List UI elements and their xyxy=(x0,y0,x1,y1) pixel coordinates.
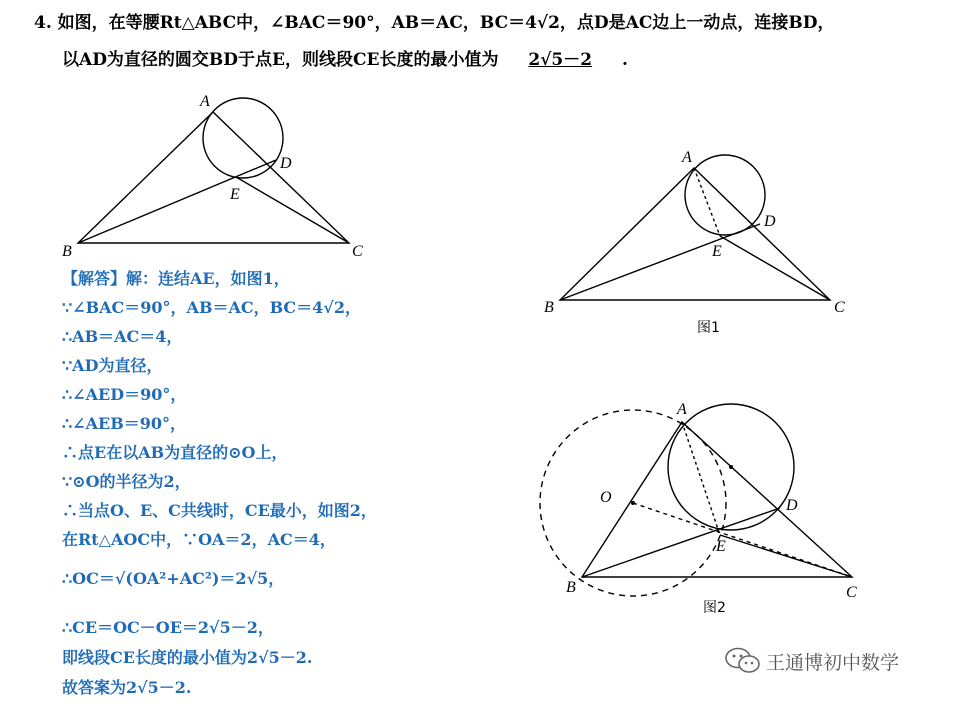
solution-line: ∴点E在以AB为直径的⊙O上， xyxy=(62,443,288,462)
question-line-2-text: 以AD为直径的圆交BD于点E，则线段CE长度的最小值为 xyxy=(62,50,499,70)
solution-line: ∵∠BAC＝90°，AB＝AC，BC＝4√2， xyxy=(62,298,361,317)
segment-bd-fig1 xyxy=(560,224,760,300)
segment-ce-fig1 xyxy=(720,236,830,300)
solution-line: ∴∠AED＝90°， xyxy=(62,385,187,404)
watermark-text: 王通博初中数学 xyxy=(766,651,900,674)
label-a-fig1: A xyxy=(682,149,692,166)
triangle-abc-top xyxy=(78,112,349,243)
question-line-1: 4. 如图，在等腰Rt△ABC中，∠BAC＝90°，AB＝AC，BC＝4√2，点D是AC边上一动点，连接BD， xyxy=(34,13,835,33)
solution-line: 在Rt△AOC中，∵OA＝2，AC＝4， xyxy=(62,530,336,549)
segment-bd-top xyxy=(78,160,276,243)
segment-ce-top xyxy=(236,177,349,243)
label-a-top: A xyxy=(200,93,210,110)
point-center-ad xyxy=(729,465,733,469)
label-e-fig2: E xyxy=(716,538,726,555)
watermark xyxy=(724,646,899,676)
label-d-top: D xyxy=(280,155,292,172)
figure-top xyxy=(78,98,349,243)
solution-line: 故答案为2√5－2. xyxy=(62,678,192,697)
solution-line: ∴CE＝OC－OE＝2√5－2， xyxy=(62,618,274,637)
figure-1 xyxy=(560,155,830,300)
solution-line: ∵⊙O的半径为2， xyxy=(62,472,191,491)
label-e-fig1: E xyxy=(712,243,722,260)
answer-blank: 2√5－2 xyxy=(528,50,593,70)
label-a-fig2: A xyxy=(677,401,687,418)
circle-ad-fig1 xyxy=(685,155,765,235)
label-o-fig2: O xyxy=(600,489,612,506)
caption-fig1: 图1 xyxy=(697,320,720,336)
segment-ec-fig2 xyxy=(720,535,852,577)
solution-line: 【解答】解：连结AE，如图1， xyxy=(62,269,290,288)
solution-line: 即线段CE长度的最小值为2√5－2. xyxy=(62,648,313,667)
triangle-abc-fig1 xyxy=(560,168,830,300)
label-c-top: C xyxy=(352,243,363,260)
point-o xyxy=(631,501,635,505)
solution-line: ∴OC＝√(OA²+AC²)＝2√5， xyxy=(62,569,285,588)
label-c-fig1: C xyxy=(834,299,845,316)
circle-ad-top xyxy=(203,98,283,178)
segment-ae-dotted-fig1 xyxy=(694,168,720,236)
solution-line: ∴∠AEB＝90°， xyxy=(62,414,186,433)
solution-line: ∵AD为直径， xyxy=(62,356,163,375)
caption-fig2: 图2 xyxy=(703,600,726,616)
figure-2 xyxy=(540,404,852,596)
label-e-top: E xyxy=(230,186,240,203)
solution-line: ∴AB＝AC＝4， xyxy=(62,327,183,346)
label-d-fig2: D xyxy=(786,497,798,514)
label-b-top: B xyxy=(62,243,72,260)
label-c-fig2: C xyxy=(846,584,857,601)
label-b-fig2: B xyxy=(566,579,576,596)
solution-line: ∴当点O、E、C共线时，CE最小，如图2， xyxy=(62,501,377,520)
label-d-fig1: D xyxy=(764,213,776,230)
question-line-2-suffix: . xyxy=(622,50,628,70)
label-b-fig1: B xyxy=(544,299,554,316)
wechat-icon xyxy=(724,646,762,676)
